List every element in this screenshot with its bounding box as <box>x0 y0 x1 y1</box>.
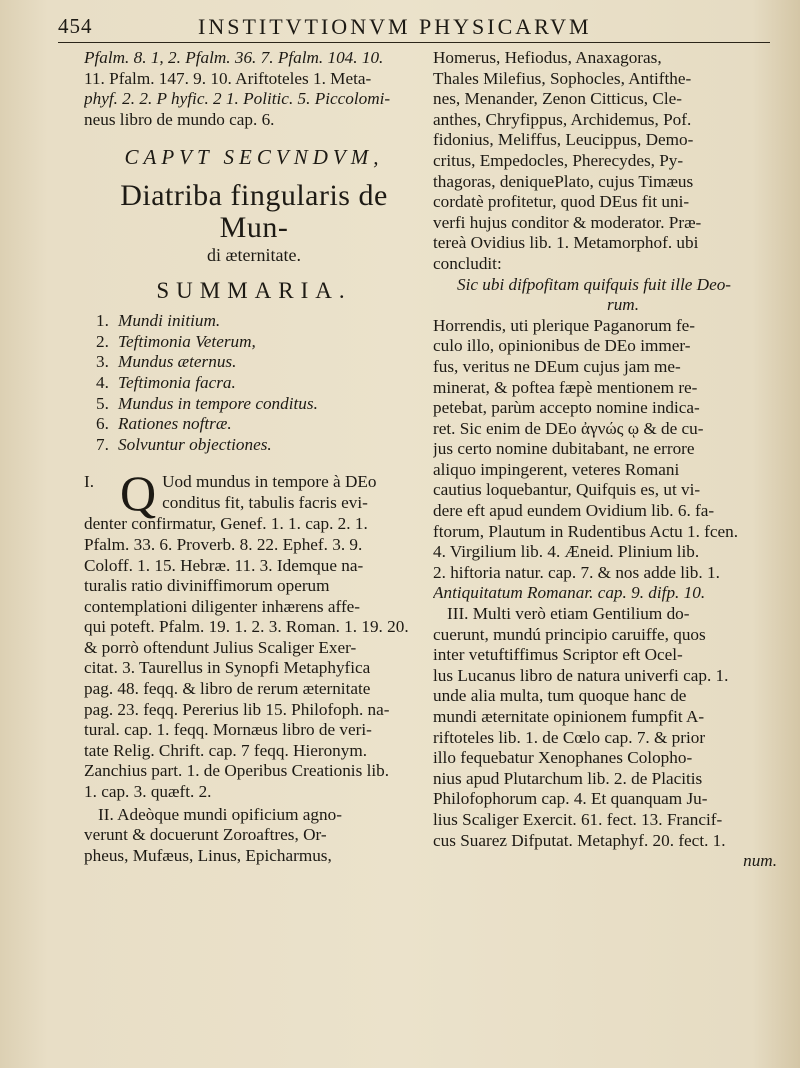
section-one-paragraph <box>84 465 424 802</box>
text-line: aliquo impingerent, veteres Romani <box>433 459 680 479</box>
text-line: neus libro de mundo cap. 6. <box>84 109 275 129</box>
summaria-heading: SUMMARIA. <box>156 277 352 303</box>
text-line: 1. cap. 3. quæft. 2. <box>84 782 212 802</box>
running-header <box>58 14 770 40</box>
text-line: anthes, Chryfippus, Archidemus, Pof. <box>433 109 692 129</box>
drop-cap-letter: Q <box>120 465 157 522</box>
text-line: lus Lucanus libro de natura univerfi cap. 1. <box>433 665 729 685</box>
text-line: illo fequebatur Xenophanes Colopho- <box>433 748 693 768</box>
text-line: III. Multi verò etiam Gentilium do- <box>447 604 690 624</box>
text-line: jus certo nomine dubitabant, ne errore <box>433 439 695 459</box>
summaria-text: Teftimonia Veterum, <box>118 331 256 351</box>
running-title: INSTITVTIONVM PHYSICARVM <box>198 14 592 39</box>
text-line: phyf. 2. 2. P hyfic. 2 1. Politic. 5. Piccolomi- <box>84 89 391 109</box>
text-line: 4. Virgilium lib. 4. Æneid. Plinium lib. <box>433 542 700 562</box>
text-line: fus, veritus ne DEum cujus jam me- <box>433 356 681 376</box>
text-line: tereà Ovidius lib. 1. Metamorphof. ubi <box>433 233 699 253</box>
text-line: ftorum, Plautum in Rudentibus Actu 1. fcen. <box>433 521 739 541</box>
summaria-number: 2. <box>96 331 109 351</box>
section-one-opening <box>84 465 424 522</box>
right-paragraph-b <box>433 316 795 604</box>
summaria-number: 1. <box>96 311 109 331</box>
text-line: cuerunt, mundú principio caruiffe, quos <box>433 624 706 644</box>
summaria-number: 6. <box>96 414 109 434</box>
text-line: denter confirmatur, Genef. 1. 1. cap. 2. 1. <box>84 514 368 534</box>
text-line: pag. 48. feqq. & libro de rerum æternitate <box>84 679 371 699</box>
text-line: verfi hujus conditor & moderator. Præ- <box>433 212 702 232</box>
text-line: conditus fit, tabulis facris evi- <box>162 492 368 512</box>
text-line: ret. Sic enim de DEo ἀγνώς ῳ & de cu- <box>433 418 704 438</box>
text-line: cus Suarez Difputat. Metaphyf. 20. fect. 1. <box>433 830 726 850</box>
page-number: 454 <box>58 14 93 38</box>
section-three-paragraph <box>433 604 795 872</box>
text-line: pag. 23. feqq. Pererius lib 15. Philofoph. na- <box>84 699 390 719</box>
text-line: & porrò oftendunt Julius Scaliger Exer- <box>84 637 357 657</box>
text-line: 11. Pfalm. 147. 9. 10. Ariftoteles 1. Meta- <box>84 68 372 88</box>
summaria-item <box>96 352 424 373</box>
header-rule <box>58 42 770 43</box>
text-line: Thales Milefius, Sophocles, Antifthe- <box>433 68 692 88</box>
section-number: I. <box>84 472 95 492</box>
summaria-text: Mundi initium. <box>118 311 221 331</box>
text-line: verunt & docuerunt Zoroaftres, Or- <box>84 825 327 845</box>
text-line: II. Adeòque mundi opificium agno- <box>98 804 342 824</box>
text-line: culo illo, opinionibus de DEo immer- <box>433 336 691 356</box>
text-line: Zanchius part. 1. de Operibus Creationis lib. <box>84 761 390 781</box>
text-line: pheus, Mufæus, Linus, Epicharmus, <box>84 845 332 865</box>
section-two-paragraph <box>84 805 424 867</box>
text-line: Horrendis, uti plerique Paganorum fe- <box>433 315 696 335</box>
left-top-references <box>84 48 424 130</box>
text-line: critus, Empedocles, Pherecydes, Py- <box>433 150 684 170</box>
diatriba-title: Diatriba fingularis de Mun- <box>120 178 388 244</box>
text-line: petebat, parùm accepto nomine indica- <box>433 398 700 418</box>
summaria-item <box>96 373 424 394</box>
text-line: nes, Menander, Zenon Citticus, Cle- <box>433 89 682 109</box>
summaria-item <box>96 435 424 456</box>
summaria-text: Mundus in tempore conditus. <box>118 393 318 413</box>
right-paragraph-a <box>433 48 795 275</box>
text-line: concludit: <box>433 253 502 273</box>
summaria-text: Mundus æternus. <box>118 352 237 372</box>
verse-line: rum. <box>607 295 639 315</box>
summaria-item <box>96 414 424 435</box>
right-column <box>433 48 795 872</box>
summaria-number: 7. <box>96 434 109 454</box>
text-line: fidonius, Meliffus, Leucippus, Demo- <box>433 130 694 150</box>
text-line: Antiquitatum Romanar. cap. 9. difp. 10. <box>433 583 706 603</box>
diatriba-subtitle: di æternitate. <box>207 244 301 265</box>
summaria-text: Teftimonia facra. <box>118 372 236 392</box>
chapter-heading: CAPVT SECVNDVM, <box>124 145 384 170</box>
text-line: cordatè profitetur, quod DEus fit uni- <box>433 192 690 212</box>
text-line: unde alia multa, tum quoque hanc de <box>433 686 687 706</box>
summaria-number: 5. <box>96 393 109 413</box>
text-line: riftoteles lib. 1. de Cœlo cap. 7. & prior <box>433 727 706 747</box>
text-line: Philofophorum cap. 4. Et quanquam Ju- <box>433 789 708 809</box>
summaria-list <box>96 311 424 455</box>
text-line: inter vetuftiffimus Scriptor eft Ocel- <box>433 645 683 665</box>
verse-quotation <box>433 275 795 316</box>
text-line: lius Scaliger Exercit. 61. fect. 13. Francif- <box>433 809 723 829</box>
text-line: nius apud Plutarchum lib. 2. de Placitis <box>433 768 703 788</box>
text-line: cautius loquebantur, Quifquis es, ut vi- <box>433 480 701 500</box>
summaria-number: 3. <box>96 352 109 372</box>
text-line: Homerus, Hefiodus, Anaxagoras, <box>433 48 662 67</box>
summaria-item <box>96 394 424 415</box>
text-line: mundi æternitate opinionem fumpfit A- <box>433 707 705 726</box>
text-line: minerat, & poftea fæpè mentionem re- <box>433 377 698 397</box>
summaria-number: 4. <box>96 372 109 392</box>
text-line: Pfalm. 8. 1, 2. Pfalm. 36. 7. Pfalm. 104. 10. <box>84 48 384 67</box>
text-line: turalis ratio diviniffimorum operum <box>84 576 330 596</box>
text-line: thagoras, deniquePlato, cujus Timæus <box>433 171 694 191</box>
summaria-item <box>96 332 424 353</box>
summaria-item <box>96 311 424 332</box>
text-line: Coloff. 1. 15. Hebræ. 11. 3. Idemque na- <box>84 555 364 575</box>
text-line: tate Relig. Chrift. cap. 7 feqq. Hieronym. <box>84 740 368 760</box>
catchword: num. <box>743 851 777 871</box>
text-line: Pfalm. 33. 6. Proverb. 8. 22. Ephef. 3. 9. <box>84 534 363 554</box>
text-line: contemplationi diligenter inhærens affe- <box>84 596 361 616</box>
text-line: Uod mundus in tempore à DEo <box>162 472 377 492</box>
text-line: 2. hiftoria natur. cap. 7. & nos adde lib. 1. <box>433 562 720 582</box>
summaria-text: Rationes noftræ. <box>118 414 232 434</box>
text-line: citat. 3. Taurellus in Synopfi Metaphyfica <box>84 658 371 678</box>
summaria-text: Solvuntur objectiones. <box>118 434 272 454</box>
verse-line: Sic ubi difpofitam quifquis fuit ille Deo- <box>457 274 732 294</box>
text-line: dere eft apud eundem Ovidium lib. 6. fa- <box>433 501 715 521</box>
text-line: tural. cap. 1. feqq. Mornæus libro de veri- <box>84 720 372 740</box>
text-line: qui poteft. Pfalm. 19. 1. 2. 3. Roman. 1. 19. 20. <box>84 617 409 637</box>
left-column <box>84 48 424 866</box>
